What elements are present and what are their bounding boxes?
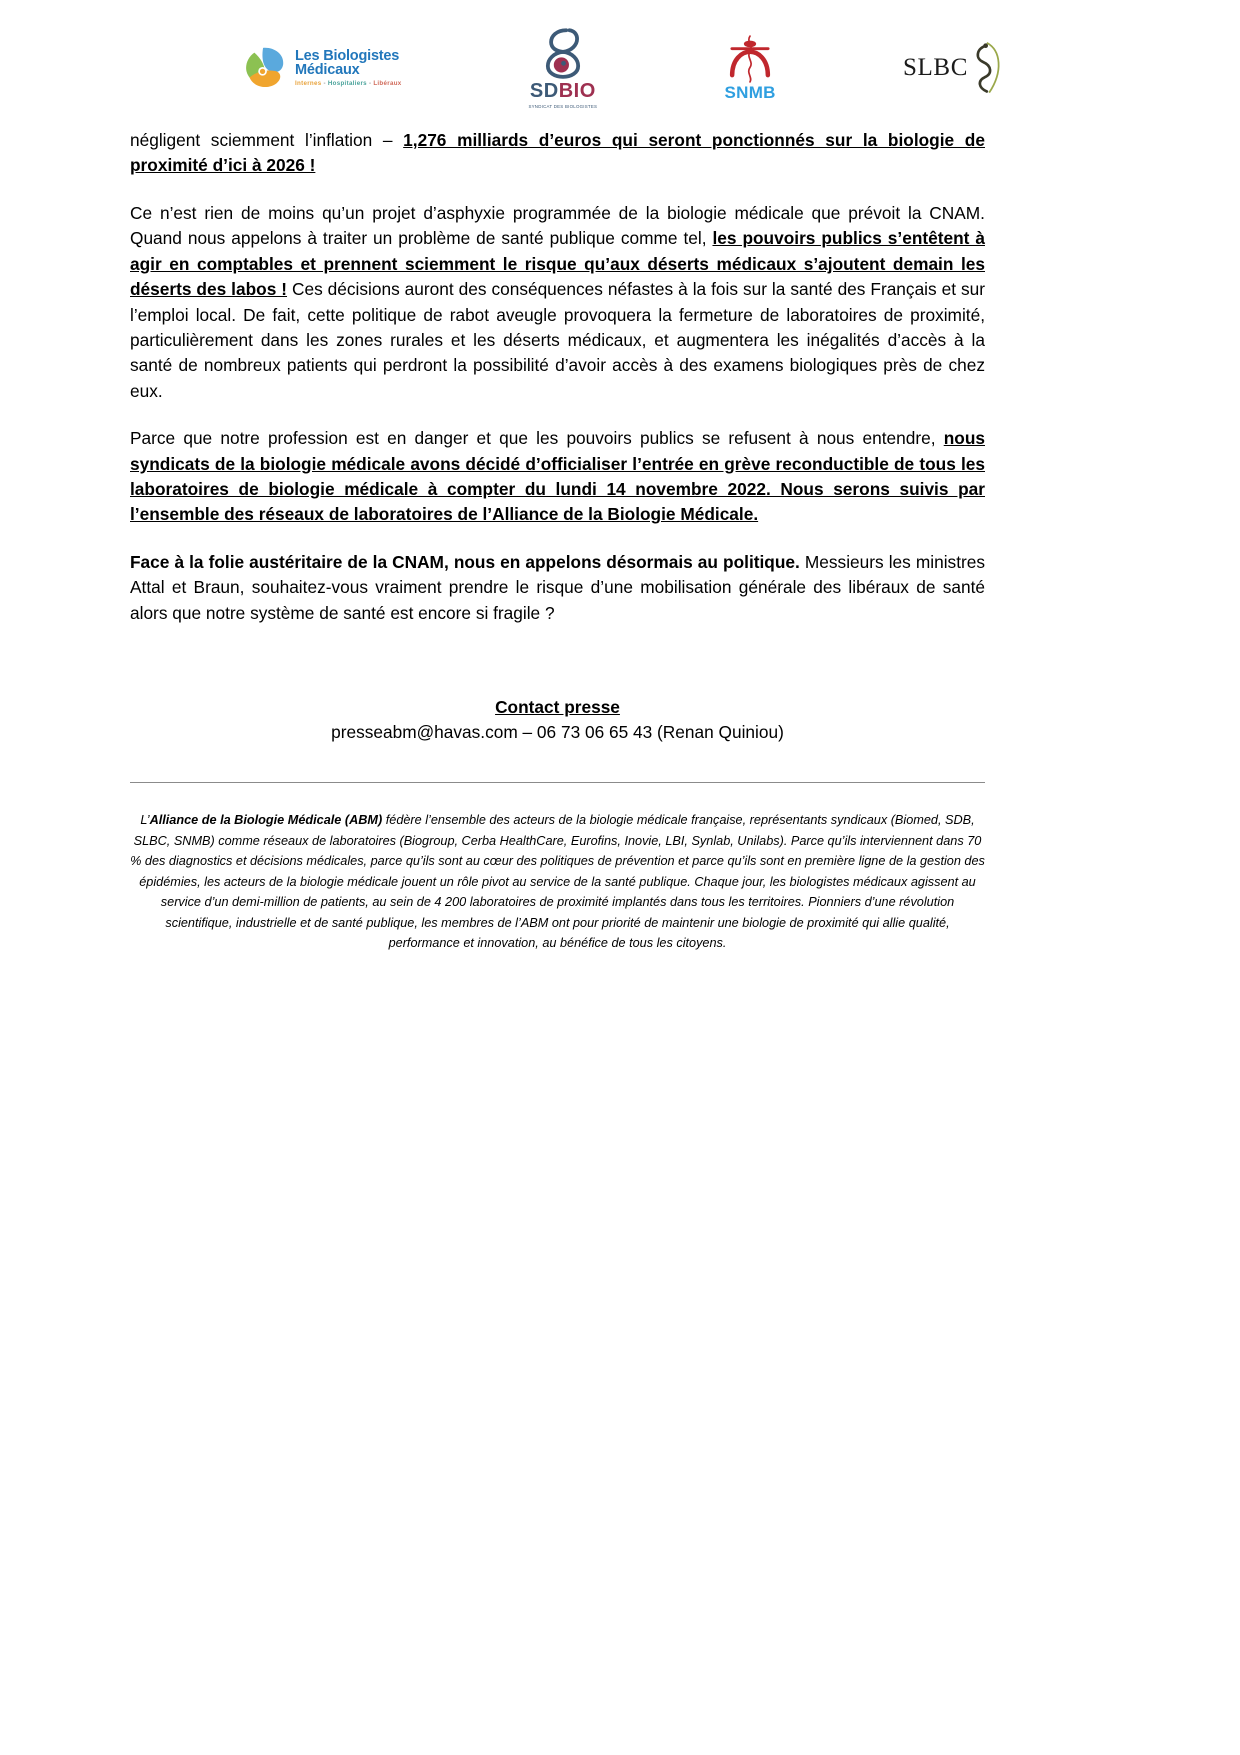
logo-tagline <box>295 81 402 87</box>
paragraph-politique <box>130 550 985 626</box>
logo-line-2: Médicaux <box>295 62 360 79</box>
sdbio-wordmark <box>530 81 596 101</box>
tagline-sep-2: - <box>366 80 374 88</box>
slbc-wordmark: SLBC <box>903 54 968 81</box>
footnote-org-name: Alliance de la Biologie Médicale (ABM) <box>149 813 383 827</box>
sdbio-word-sd: SD <box>529 80 559 102</box>
run-bold-underline: nous syndicats de la biologie médicale avons décidé d’officialiser l’entrée en grève reconductible de tous les laboratoires de biologie médicale à compter du lundi 14 novembre 2022. Nous serons suivis par l’ensemble des réseaux de laboratoires de l’Alliance de la Biologie Médicale. <box>130 428 985 525</box>
run-bold-underline: 1,276 milliards d’euros qui seront ponctionnés sur la biologie de proximité d’ici à 2026 ! <box>130 130 985 176</box>
run-plain: Ce n’est rien de moins qu’un projet d’asphyxie programmée de la biologie médicale que prévoit la CNAM. Quand nous appelons à traiter un problème de santé publique comme tel, <box>130 202 985 249</box>
tagline-hospitaliers: Hospitaliers <box>327 80 367 88</box>
biologistes-medicaux-mark-icon <box>240 44 288 92</box>
run-plain-tail: Ces décisions auront des conséquences néfastes à la fois sur la santé des Français et sur l’emploi local. De fait, cette politique de rabot aveugle provoquera la fermeture de laboratoires de proximité, particulièrement dans les zones rurales et les déserts médicaux, et augmentera les inégalités d’accès à la santé de nombreux patients qui perdront la possibilité d’avoir accès à des examens biologiques près de chez eux. <box>130 279 985 401</box>
contact-details: presseabm@havas.com – 06 73 06 65 43 (Renan Quiniou) <box>331 722 784 742</box>
tagline-internes: Internes <box>295 80 322 88</box>
logo-sdbio <box>528 27 597 109</box>
logo-snmb <box>724 35 776 101</box>
run-plain: Parce que notre profession est en danger et que les pouvoirs publics se refusent à nous entendre, <box>130 428 944 449</box>
paragraph-greve <box>130 426 985 528</box>
logo-line-1: Les Biologistes <box>295 47 400 64</box>
logo-bar <box>125 28 1115 108</box>
footnote-abm-description <box>130 810 985 954</box>
tagline-liberaux: Libéraux <box>373 80 402 88</box>
footer-divider <box>130 782 985 783</box>
slbc-serpent-icon <box>971 41 1005 95</box>
run-bold: Face à la folie austéritaire de la CNAM, nous en appelons désormais au politique. <box>130 551 800 572</box>
contact-title: Contact presse <box>495 697 620 717</box>
sdbio-subtitle: SYNDICAT DES BIOLOGISTES <box>528 104 598 109</box>
biologistes-medicaux-wordmark <box>295 49 402 88</box>
run-plain: négligent sciemment l’inflation – <box>130 130 404 150</box>
snmb-figure-icon <box>724 35 776 83</box>
document-body <box>130 128 985 626</box>
logo-slbc <box>903 41 1005 95</box>
footnote-body: fédère l’ensemble des acteurs de la biologie médicale française, représentants syndicaux (Biomed, SDB, SLBC, SNMB) comme réseaux de laboratoires (Biogroup, Cerba HealthCare, Eurofins, Inovie, LBI, Synlab, Unilabs). Parce qu’ils interviennent dans 70 % des diagnostics et décisions médicales, parce qu’ils sont au cœur des politiques de prévention et parce qu’ils sont en première ligne de la gestion des épidémies, les acteurs de la biologie médicale jouent un rôle pivot au service de la santé publique. Chaque jour, les biologistes médicaux agissent au service d’un demi-million de patients, au sein de 4 200 laboratoires de proximité implantés dans tous les territoires. Pionniers d’une révolution scientifique, industrielle et de santé publique, les membres de l’ABM ont pour priorité de maintenir une biologie de proximité qui allie qualité, performance et innovation, au bénéfice de tous les citoyens. <box>130 813 985 951</box>
run-plain-tail: Messieurs les ministres Attal et Braun, souhaitez-vous vraiment prendre le risque d’une mobilisation générale des libéraux de santé alors que notre système de santé est encore si fragile ? <box>130 551 985 623</box>
footnote-lead: L’ <box>140 813 150 827</box>
paragraph-inflation <box>130 128 985 179</box>
sdbio-word-bio: BIO <box>558 80 596 102</box>
sdbio-cell-icon <box>541 27 585 79</box>
run-bold-underline: les pouvoirs publics s’entêtent à agir en comptables et prennent sciemment le risque qu’aux déserts médicaux s’ajoutent demain les déserts des labos ! <box>130 228 985 300</box>
snmb-wordmark: SNMB <box>724 83 776 102</box>
tagline-sep-1: - <box>321 80 328 88</box>
paragraph-asphyxie <box>130 201 985 404</box>
contact-block <box>130 697 985 743</box>
logo-les-biologistes-medicaux <box>240 44 402 92</box>
